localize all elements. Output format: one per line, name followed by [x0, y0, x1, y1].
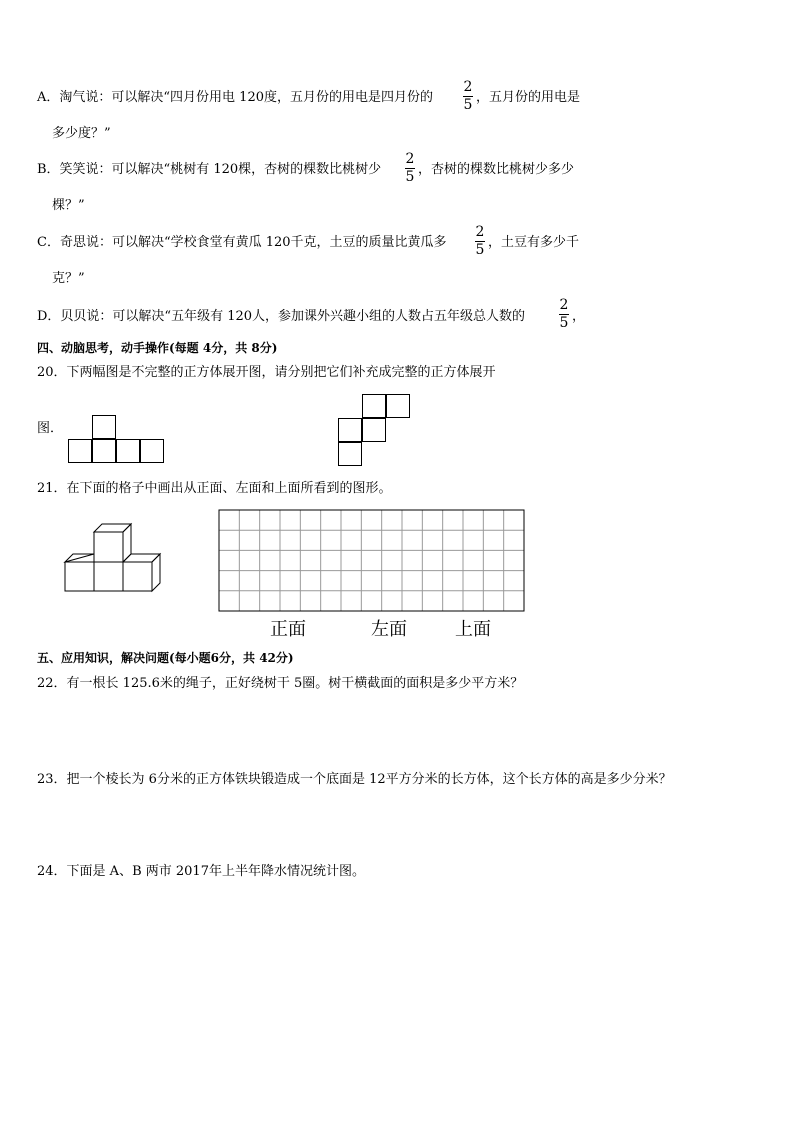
net-square — [92, 415, 116, 439]
cube-stack-figure — [60, 520, 170, 600]
label-front-view: 正面 — [270, 619, 306, 640]
fraction-denominator: 5 — [463, 97, 473, 113]
option-b-line2: 棵？” — [52, 198, 85, 213]
section-four-heading: 四、动脑思考，动手操作(每题 4分，共 8分) — [37, 341, 278, 355]
cube-front-face — [94, 532, 123, 562]
net-square — [338, 418, 362, 442]
fraction-denominator: 5 — [405, 169, 415, 185]
cube-top-face — [94, 524, 131, 532]
cube-front-face — [65, 562, 94, 591]
option-a-line1: A．淘气说：可以解决“四月份用电 120度，五月份的用电是四月份的 — [37, 90, 433, 105]
question-22-text: 22．有一根长 125.6米的绳子，正好绕树干 5圈。树干横截面的面积是多少平方米？ — [37, 676, 524, 691]
option-a-line2: 多少度？” — [52, 126, 111, 141]
cube-top-edge — [65, 554, 94, 562]
option-b-line1: B．笑笑说：可以解决“桃树有 120棵，杏树的棵数比桃树少 — [37, 162, 382, 177]
option-d-line1-tail: ， — [572, 309, 586, 324]
fraction-numerator: 2 — [463, 79, 473, 95]
cube-side-face — [152, 554, 160, 591]
net-square — [338, 442, 362, 466]
option-a-line1-tail: ，五月份的用电是 — [476, 90, 581, 105]
net-square — [68, 439, 92, 463]
fraction-numerator: 2 — [405, 151, 415, 167]
fraction-numerator: 2 — [475, 224, 485, 240]
question-24-text: 24．下面是 A、B 两市 2017年上半年降水情况统计图。 — [37, 864, 365, 879]
option-a-fraction — [462, 80, 474, 113]
option-d-line1: D．贝贝说：可以解决“五年级有 120人，参加课外兴趣小组的人数占五年级总人数的 — [37, 309, 526, 324]
label-top-view: 上面 — [455, 619, 491, 640]
option-d-fraction — [558, 298, 570, 331]
fraction-denominator: 5 — [475, 242, 485, 258]
net-square — [362, 394, 386, 418]
grid-border — [219, 510, 524, 611]
option-b-fraction — [404, 152, 416, 185]
cube-front-face — [123, 562, 152, 591]
question-23-text: 23．把一个棱长为 6分米的正方体铁块锻造成一个底面是 12平方分米的长方体，这个长方体的高是多少分米？ — [37, 772, 672, 787]
option-c-line1-tail: ，土豆有多少千 — [488, 235, 580, 250]
question-21-text: 21．在下面的格子中画出从正面、左面和上面所看到的图形。 — [37, 481, 392, 496]
option-c-line1: C．奇思说：可以解决“学校食堂有黄瓜 120千克，土豆的质量比黄瓜多 — [37, 235, 447, 250]
option-c-fraction — [474, 225, 486, 258]
option-b-line1-tail: ，杏树的棵数比桃树少多少 — [418, 162, 575, 177]
net-square — [386, 394, 410, 418]
net-square — [362, 418, 386, 442]
cube-top-face — [123, 554, 160, 562]
net-square — [116, 439, 140, 463]
label-left-view: 左面 — [371, 619, 407, 640]
fraction-numerator: 2 — [559, 297, 569, 313]
net-square — [140, 439, 164, 463]
cube-front-face — [94, 562, 123, 591]
option-c-line2: 克？” — [52, 271, 85, 286]
question-20-text: 20．下两幅图是不完整的正方体展开图，请分别把它们补充成完整的正方体展开 — [37, 365, 496, 380]
question-20-text-cont: 图． — [37, 421, 64, 436]
cube-side-face — [123, 524, 131, 562]
net-square — [92, 439, 116, 463]
section-five-heading: 五、应用知识，解决问题(每小题6分，共 42分) — [37, 651, 294, 665]
fraction-denominator: 5 — [559, 315, 569, 331]
drawing-grid[interactable] — [218, 509, 526, 613]
